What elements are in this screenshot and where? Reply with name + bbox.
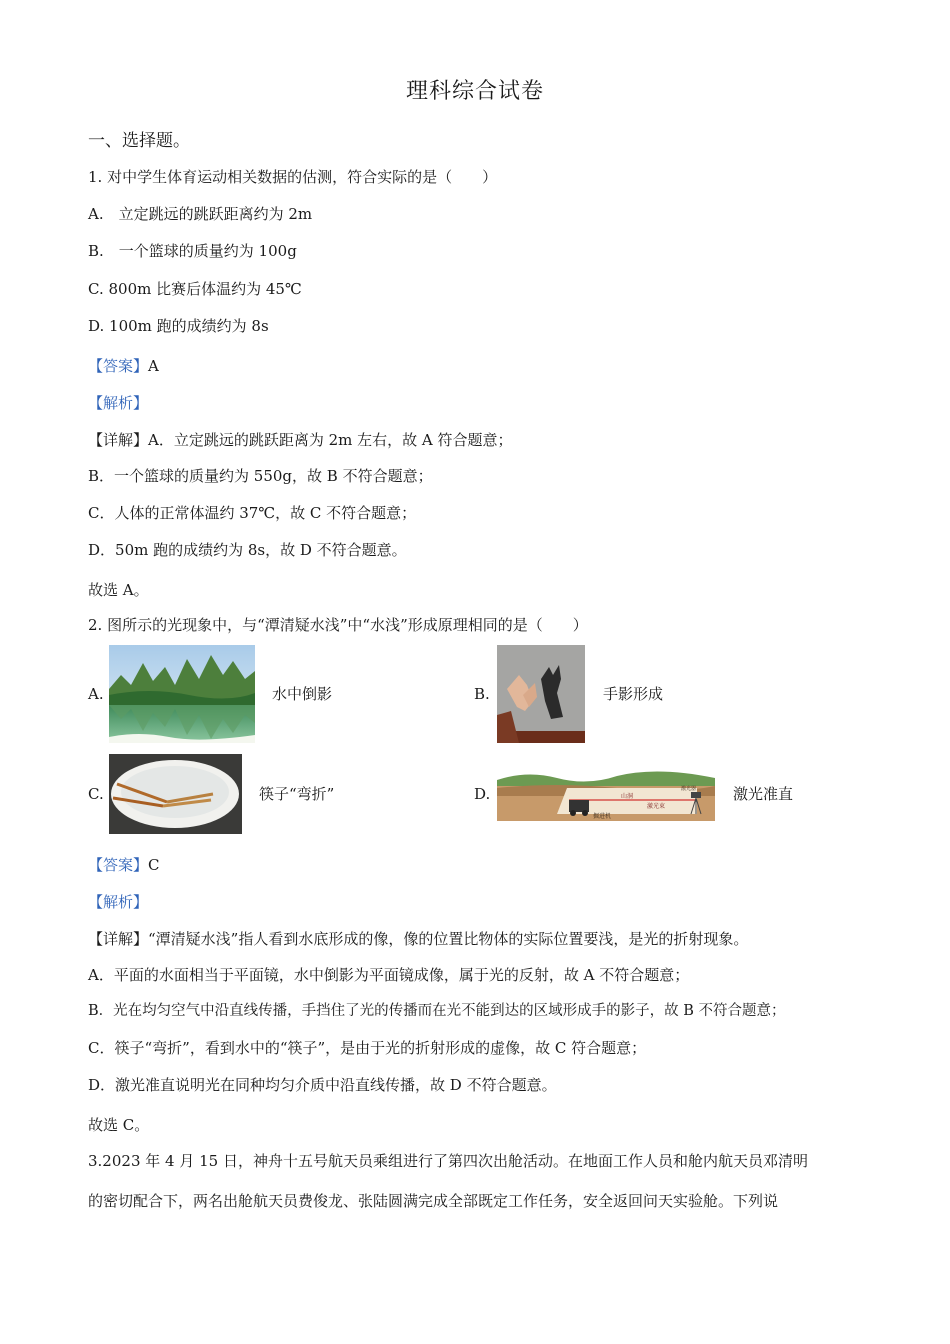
q2-detail-5: D．激光准直说明光在同种均匀介质中沿直线传播，故 D 不符合题意。 <box>88 1076 557 1094</box>
section-heading: 一、选择题。 <box>88 131 190 151</box>
q1-detail-3: C．人体的正常体温约 37℃，故 C 不符合题意； <box>88 504 417 522</box>
q2-option-d-letter: D. <box>474 785 491 803</box>
q2-answer-value: C <box>148 856 160 874</box>
q1-option-b: B. 一个篮球的质量约为 100g <box>88 242 297 260</box>
q1-analysis-tag: 【解析】 <box>88 394 149 412</box>
q3-line-1: 3.2023 年 4 月 15 日，神舟十五号航天员乘组进行了第四次出舱活动。在地面工作人员和舱内航天员邓清明 <box>88 1152 808 1170</box>
q2-detail-3: B．光在均匀空气中沿直线传播，手挡住了光的传播而在光不能到达的区域形成手的影子，故 B 不符合题意； <box>88 1003 786 1019</box>
q2-detail-1 <box>88 929 748 949</box>
q1-answer <box>88 356 159 376</box>
label-juejinji: 掘进机 <box>593 813 612 820</box>
q1-option-c: C. 800m 比赛后体温约为 45℃ <box>88 280 302 298</box>
label-shandong: 山洞 <box>621 793 634 800</box>
q2-detail-2: A．平面的水面相当于平面镜，水中倒影为平面镜成像，属于光的反射，故 A 不符合题意； <box>88 966 690 984</box>
q2-conclusion: 故选 C。 <box>88 1116 150 1134</box>
reflection-photo <box>109 645 255 743</box>
q1-option-a: A. 立定跳远的跳跃距离约为 2m <box>88 205 313 223</box>
q2-detail-4: C．筷子“弯折”，看到水中的“筷子”，是由于光的折射形成的虚像，故 C 符合题意； <box>88 1039 647 1057</box>
q1-detail-1 <box>88 430 513 450</box>
q2-option-c-letter: C. <box>88 785 104 803</box>
q2-option-a-caption: 水中倒影 <box>272 685 333 703</box>
q1-answer-tag: 【答案】 <box>88 357 149 375</box>
q1-conclusion: 故选 A。 <box>88 581 149 599</box>
q3-line-2: 的密切配合下，两名出舱航天员费俊龙、张陆圆满完成全部既定工作任务，安全返回问天实验舱。下列说 <box>88 1192 779 1210</box>
q2-option-b-letter: B. <box>474 685 490 703</box>
q2-option-b-caption: 手影形成 <box>603 685 664 703</box>
label-jiguangshu: 激光束 <box>647 803 666 810</box>
q1-detail-text-1: A．立定跳远的跳跃距离为 2m 左右，故 A 符合题意； <box>148 431 513 449</box>
hand-shadow-photo <box>497 645 585 743</box>
q2-detail-tag: 【详解】 <box>88 930 149 948</box>
q1-detail-tag: 【详解】 <box>88 431 149 449</box>
chopsticks-bowl-photo <box>109 754 242 834</box>
q2-analysis-tag: 【解析】 <box>88 893 149 911</box>
q2-option-c-caption: 筷子“弯折” <box>259 785 335 803</box>
q2-option-d-caption: 激光准直 <box>733 785 794 803</box>
page-title: 理科综合试卷 <box>405 79 544 104</box>
q1-detail-4: D．50m 跑的成绩约为 8s，故 D 不符合题意。 <box>88 541 407 559</box>
q2-detail-text-1: “潭清疑水浅”指人看到水底形成的像，像的位置比物体的实际位置要浅，是光的折射现象。 <box>148 930 749 948</box>
q1-answer-value: A <box>148 357 159 375</box>
q2-answer <box>88 855 160 875</box>
label-laser: 激光器 <box>681 786 697 792</box>
q1-detail-2: B．一个篮球的质量约为 550g，故 B 不符合题意； <box>88 467 433 485</box>
laser-tunnel-diagram <box>497 766 715 821</box>
q1-option-d: D. 100m 跑的成绩约为 8s <box>88 317 269 335</box>
q1-stem: 1. 对中学生体育运动相关数据的估测，符合实际的是（ ） <box>88 168 498 186</box>
q2-stem: 2. 图所示的光现象中，与“潭清疑水浅”中“水浅”形成原理相同的是（ ） <box>88 616 588 634</box>
q2-option-a-letter: A. <box>88 685 104 703</box>
q2-answer-tag: 【答案】 <box>88 856 149 874</box>
